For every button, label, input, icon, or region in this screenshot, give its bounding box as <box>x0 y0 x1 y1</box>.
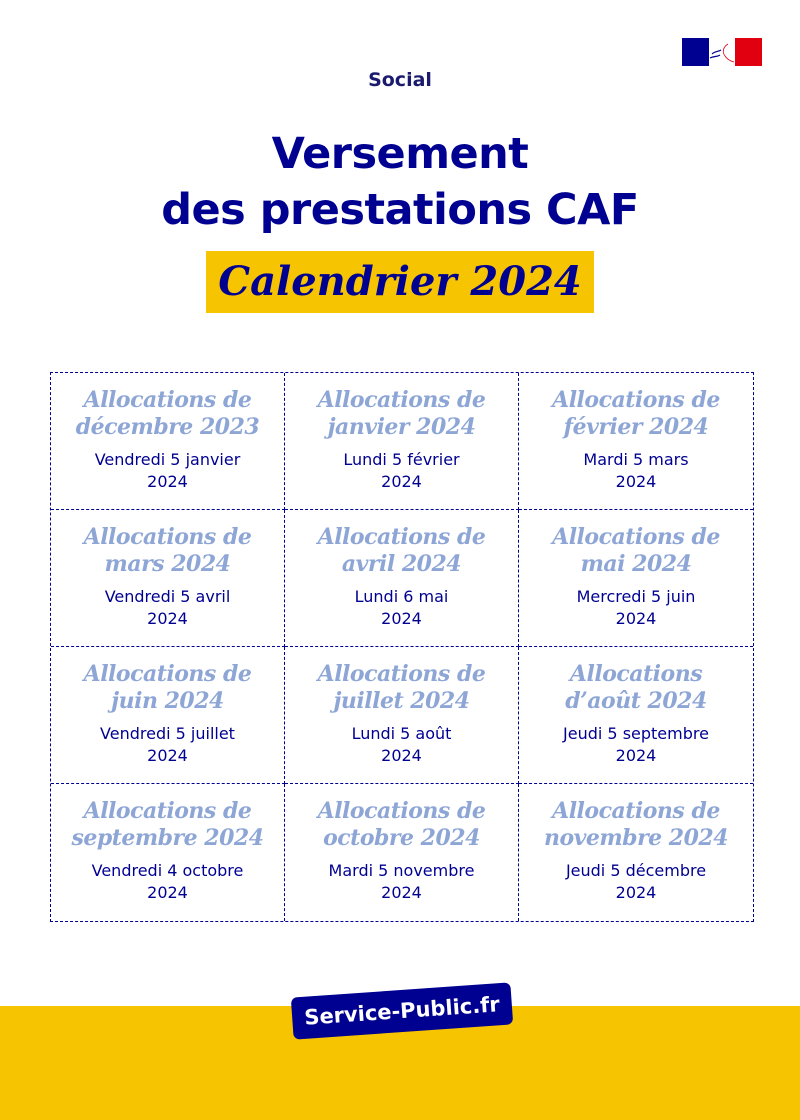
cell-date: Mardi 5 mars 2024 <box>583 450 689 491</box>
calendar-cell <box>285 784 519 921</box>
calendar-cell <box>51 784 285 921</box>
cell-title: Allocations de juillet 2024 <box>317 661 486 714</box>
cell-date: Jeudi 5 septembre 2024 <box>563 724 709 765</box>
title-line-1: Versement <box>271 129 529 179</box>
calendar-cell <box>285 647 519 784</box>
cell-title: Allocations de octobre 2024 <box>317 798 486 851</box>
cell-date: Vendredi 5 janvier 2024 <box>94 450 241 491</box>
calendar-cell <box>51 510 285 647</box>
subtitle-highlight: Calendrier 2024 <box>206 251 594 313</box>
cell-date: Jeudi 5 décembre 2024 <box>565 861 707 902</box>
calendar-cell <box>519 647 753 784</box>
calendar-cell <box>285 373 519 510</box>
calendar-cell <box>285 510 519 647</box>
cell-date: Vendredi 4 octobre 2024 <box>91 861 244 902</box>
calendar-cell <box>519 784 753 921</box>
category-label: Social <box>368 69 432 91</box>
cell-date: Lundi 5 août 2024 <box>351 724 452 765</box>
cell-title: Allocations de février 2024 <box>552 387 720 440</box>
cell-title: Allocations de mars 2024 <box>83 524 252 577</box>
cell-date: Lundi 6 mai 2024 <box>354 587 449 628</box>
cell-title: Allocations de janvier 2024 <box>317 387 486 440</box>
calendar-cell <box>51 647 285 784</box>
cell-title: Allocations de avril 2024 <box>317 524 486 577</box>
cell-title: Allocations de novembre 2024 <box>543 798 729 851</box>
page-title <box>0 126 800 238</box>
service-public-logo: Service-Public.fr <box>291 982 513 1039</box>
cell-date: Lundi 5 février 2024 <box>343 450 460 491</box>
cell-title: Allocations d’août 2024 <box>565 661 707 714</box>
calendar-cell <box>519 510 753 647</box>
cell-title: Allocations de mai 2024 <box>552 524 720 577</box>
calendar-grid <box>50 372 754 922</box>
cell-date: Vendredi 5 avril 2024 <box>104 587 231 628</box>
cell-date: Vendredi 5 juillet 2024 <box>100 724 235 765</box>
calendar-cell <box>519 373 753 510</box>
cell-title: Allocations de juin 2024 <box>83 661 252 714</box>
subtitle-container <box>0 251 800 313</box>
cell-title: Allocations de septembre 2024 <box>71 798 264 851</box>
title-line-2: des prestations CAF <box>161 185 639 235</box>
cell-title: Allocations de décembre 2023 <box>75 387 260 440</box>
cell-date: Mardi 5 novembre 2024 <box>328 861 475 902</box>
marianne-flag-logo <box>682 38 762 66</box>
calendar-cell <box>51 373 285 510</box>
cell-date: Mercredi 5 juin 2024 <box>576 587 696 628</box>
